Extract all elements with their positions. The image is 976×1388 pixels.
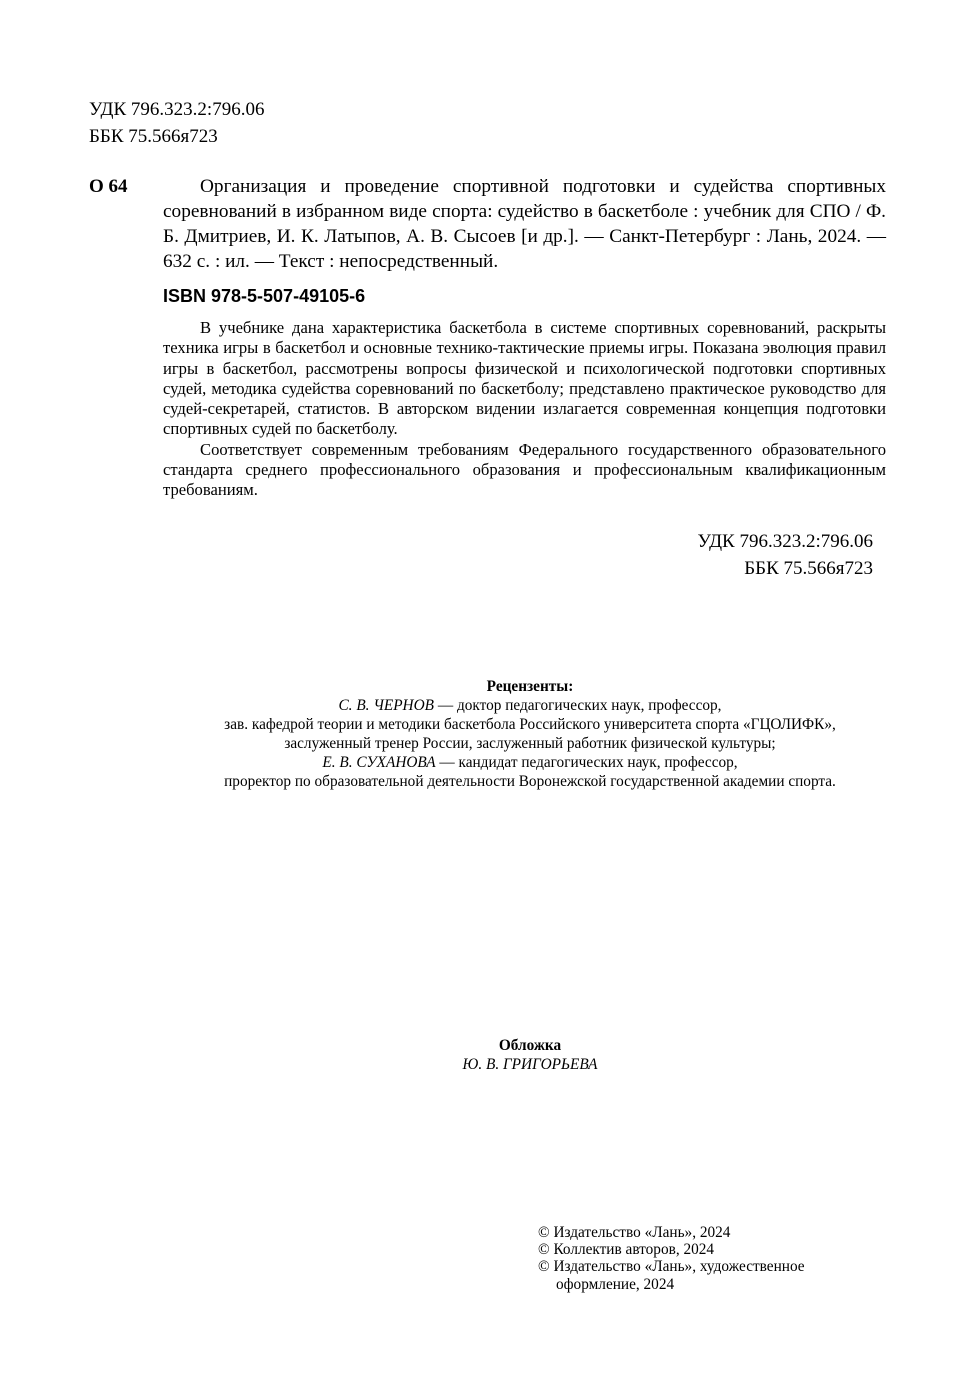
copyright-line: © Издательство «Лань», художественное (538, 1258, 805, 1276)
reviewer-line (90, 696, 970, 715)
cover-credit (90, 1036, 970, 1074)
classification-codes-bottom (560, 529, 873, 582)
copyright-line: © Коллектив авторов, 2024 (538, 1241, 715, 1259)
udk-code: УДК 796.323.2:796.06 (697, 531, 873, 552)
reviewer-name: С. В. ЧЕРНОВ (338, 697, 434, 714)
reviewer-title: — кандидат педагогических наук, профессор, (435, 754, 738, 771)
annotation (163, 318, 886, 501)
classification-codes-top (89, 96, 264, 150)
reviewers-heading: Рецензенты: (486, 678, 574, 695)
copyright-block (538, 1224, 868, 1293)
reviewer-affiliation: зав. кафедрой теории и методики баскетбола Российского университета спорта «ГЦОЛИФК», (224, 716, 836, 733)
bbk-code: ББК 75.566я723 (89, 126, 218, 147)
udk-code: УДК 796.323.2:796.06 (89, 99, 265, 120)
copyright-line: оформление, 2024 (556, 1275, 675, 1293)
author-mark: О 64 (89, 176, 128, 197)
bibliographic-description: Организация и проведение спортивной подготовки и судейства спортивных соревнований в избранном виде спорта: судейство в баскетболе : учебник для СПО / Ф. Б. Дмитриев, И. К. Латыпов, А. В. Сысоев [и др.]. — Санкт-Петербург : Лань, 2024. — 632 с. : ил. — Текст : непосредственный. (163, 176, 886, 272)
bbk-code: ББК 75.566я723 (744, 557, 873, 579)
reviewer-title: — доктор педагогических наук, профессор, (434, 697, 722, 714)
annotation-paragraph: Соответствует современным требованиям Федерального государственного образовательного стандарта среднего профессионального образования и профессиональным квалификационным требованиям. (163, 439, 886, 500)
cover-designer-name: Ю. В. ГРИГОРЬЕВА (462, 1056, 598, 1073)
cover-heading: Обложка (498, 1037, 562, 1054)
reviewer-line (90, 753, 970, 772)
isbn: ISBN 978-5-507-49105-6 (163, 286, 366, 306)
copyright-line: © Издательство «Лань», 2024 (538, 1224, 731, 1241)
reviewer-honors: заслуженный тренер России, заслуженный работник физической культуры; (284, 735, 776, 752)
reviewers-block (90, 677, 970, 791)
reviewer-name: Е. В. СУХАНОВА (322, 754, 436, 771)
reviewer-affiliation: проректор по образовательной деятельности Воронежской государственной академии спорта. (224, 773, 836, 790)
annotation-paragraph: В учебнике дана характеристика баскетбола в системе спортивных соревнований, раскрыты техника игры в баскетбол и основные технико-тактические приемы игры. Показана эволюция правил игры в баскетбол, рассмотрены вопросы физической и психологической подготовки спортивных судей, методика судейства соревнований по баскетболу; представлено практическое руководство для судей-секретарей, статистов. В авторском видении излагается современная концепция подготовки спортивных судей по баскетболу. (163, 318, 886, 439)
